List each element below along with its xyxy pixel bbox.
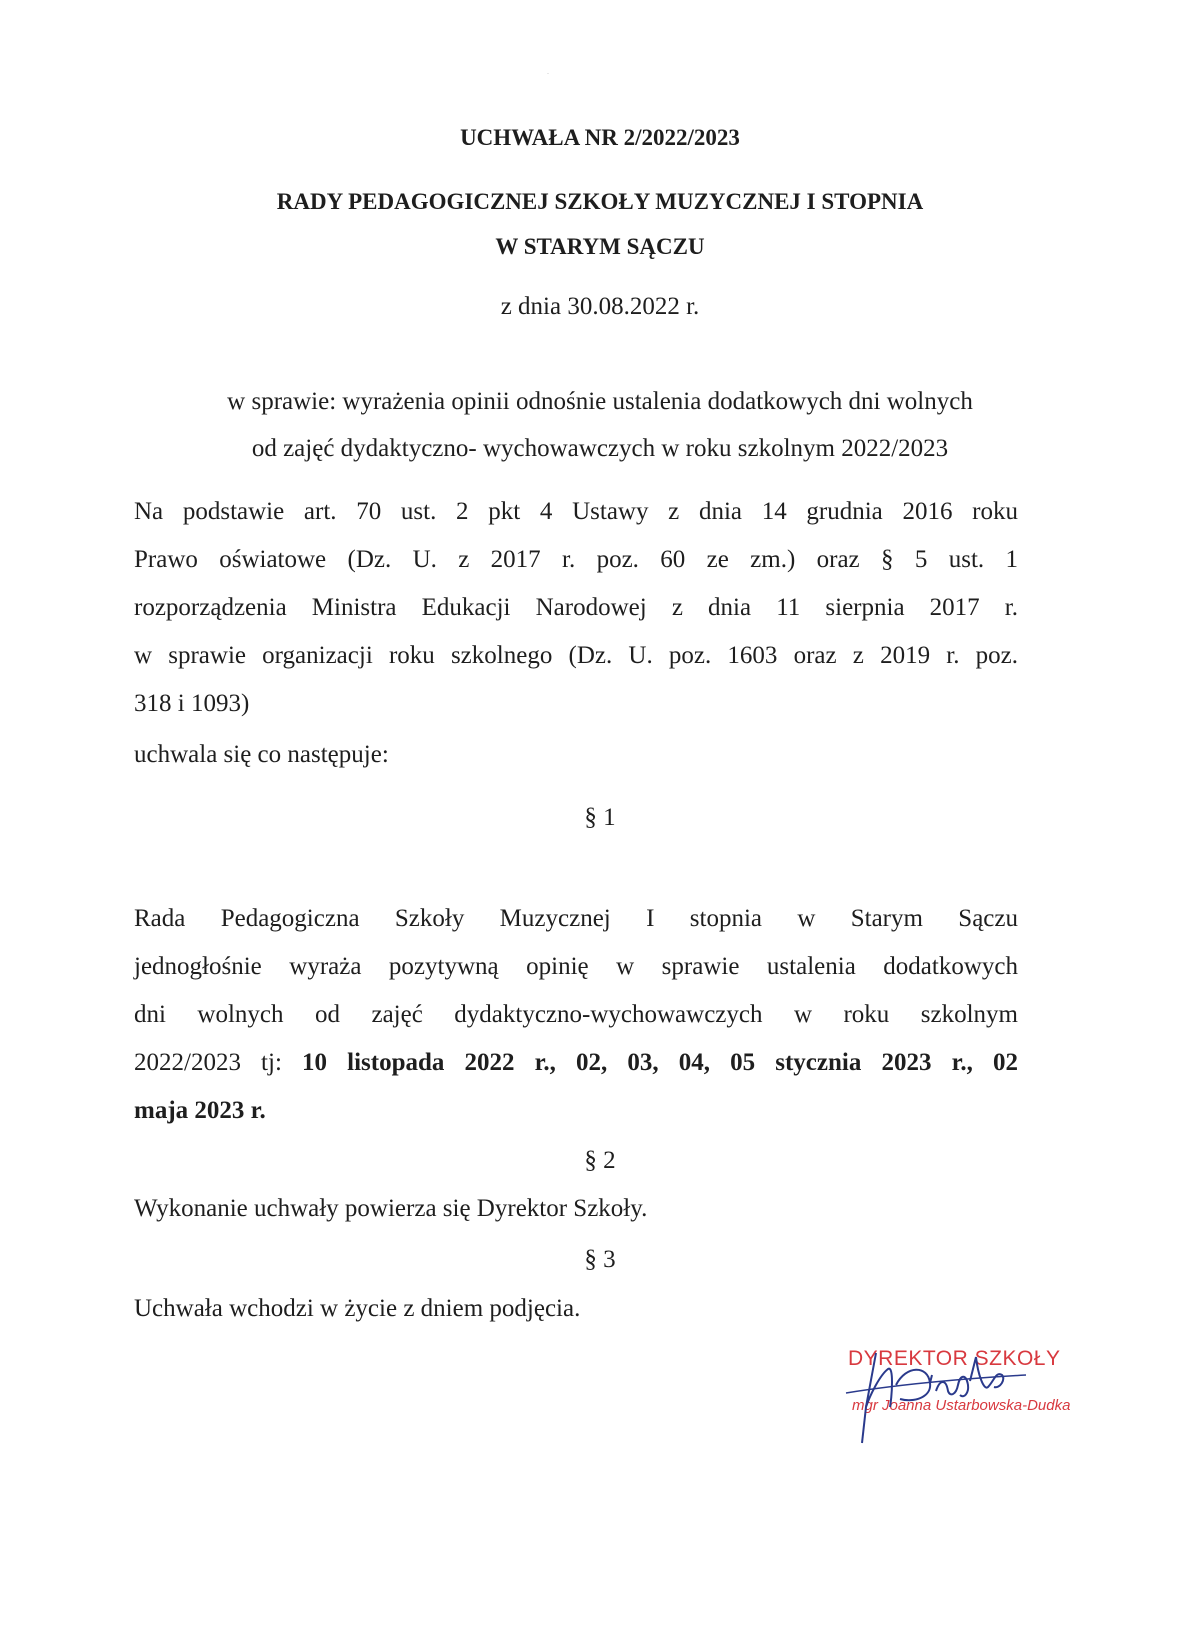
- director-stamp: [836, 1335, 1076, 1445]
- section-1-line-prefix: 2022/2023 tj:: [134, 1049, 303, 1076]
- legal-basis-line: Prawo oświatowe (Dz. U. z 2017 r. poz. 60 ze zm.) oraz § 5 ust. 1: [134, 546, 1018, 573]
- section-2-heading: § 2: [584, 1147, 616, 1174]
- section-1-line: jednogłośnie wyraża pozytywną opinię w sprawie ustalenia dodatkowych: [134, 953, 1018, 980]
- section-1-paragraph: [134, 895, 1018, 1135]
- legal-basis-line: 318 i 1093): [134, 690, 250, 717]
- resolves-statement: uchwala się co następuje:: [134, 741, 389, 768]
- resolution-title: UCHWAŁA NR 2/2022/2023: [460, 125, 740, 150]
- section-2-text: Wykonanie uchwały powierza się Dyrektor Szkoły.: [134, 1195, 648, 1222]
- council-name: RADY PEDAGOGICZNEJ SZKOŁY MUZYCZNEJ I STOPNIA: [276, 189, 924, 214]
- legal-basis-paragraph: [134, 488, 1018, 728]
- free-days-list-end: maja 2023 r.: [134, 1097, 266, 1124]
- legal-basis-line: Na podstawie art. 70 ust. 2 pkt 4 Ustawy z dnia 14 grudnia 2016 roku: [134, 498, 1018, 525]
- section-1-last-line: [134, 1087, 1018, 1135]
- section-3-heading: § 3: [584, 1246, 616, 1273]
- section-3-text: Uchwała wchodzi w życie z dniem podjęcia.: [134, 1295, 581, 1322]
- school-location: W STARYM SĄCZU: [495, 234, 705, 259]
- legal-basis-line: rozporządzenia Ministra Edukacji Narodowej z dnia 11 sierpnia 2017 r.: [134, 594, 1018, 621]
- section-1-line: dni wolnych od zajęć dydaktyczno-wychowawczych w roku szkolnym: [134, 1001, 1018, 1028]
- handwritten-signature: [836, 1335, 1076, 1445]
- section-1-dates-line: [134, 1039, 1018, 1087]
- stamp-title: DYREKTOR SZKOŁY: [848, 1347, 1061, 1370]
- free-days-list: 10 listopada 2022 r., 02, 03, 04, 05 stycznia 2023 r., 02: [302, 1049, 1018, 1076]
- section-1-line: Rada Pedagogiczna Szkoły Muzycznej I stopnia w Starym Sączu: [134, 905, 1018, 932]
- resolution-date: z dnia 30.08.2022 r.: [500, 293, 700, 320]
- subject-line-1: w sprawie: wyrażenia opinii odnośnie ustalenia dodatkowych dni wolnych: [227, 388, 973, 415]
- section-1-heading: § 1: [584, 804, 616, 831]
- legal-basis-line: w sprawie organizacji roku szkolnego (Dz. U. poz. 1603 oraz z 2019 r. poz.: [134, 642, 1018, 669]
- subject-line-2: od zajęć dydaktyczno- wychowawczych w roku szkolnym 2022/2023: [251, 435, 949, 462]
- stamp-name: mgr Joanna Ustarbowska-Dudka: [852, 1397, 1071, 1414]
